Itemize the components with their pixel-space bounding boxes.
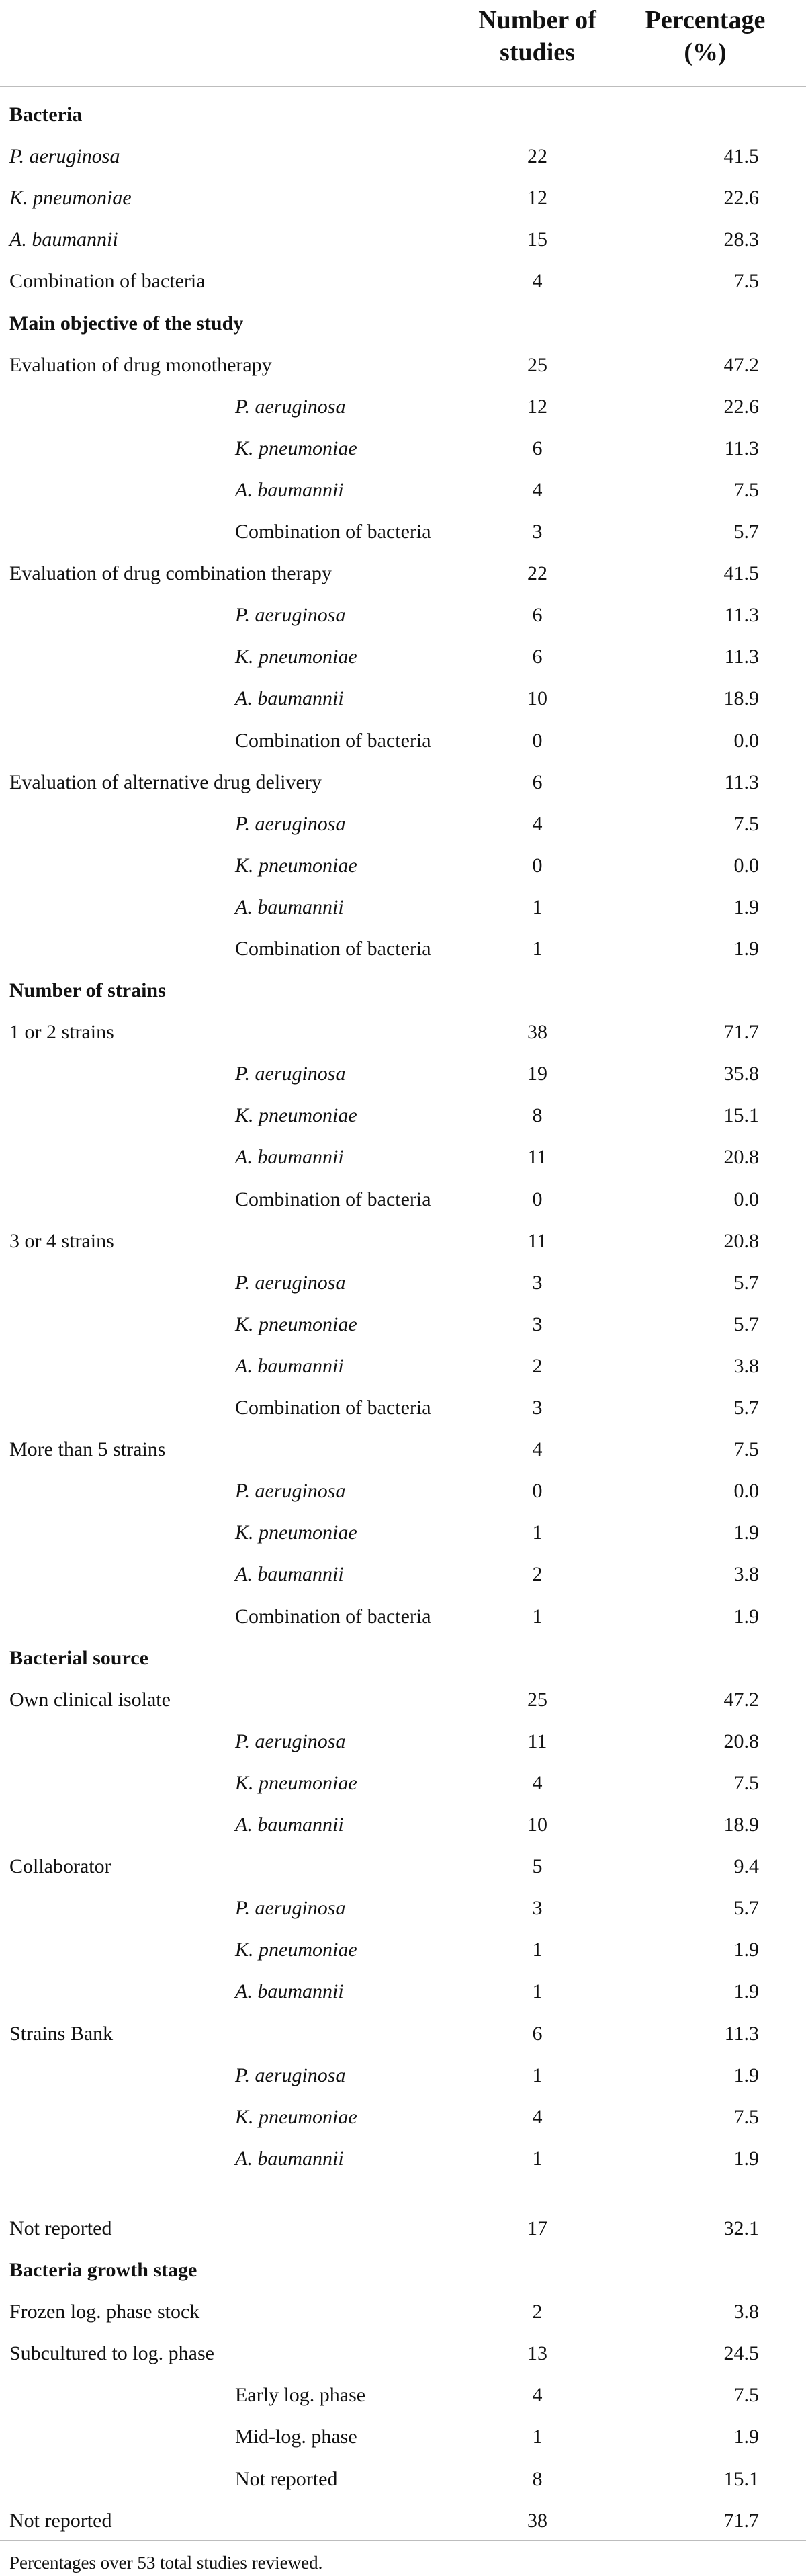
table-header [0,0,806,84]
row-label: Collaborator [9,1855,111,1877]
study-count: 4 [532,1438,543,1460]
percentage-value: 7.5 [733,2384,759,2406]
percentage-value: 18.9 [723,687,759,709]
row-label: A. baumannii [235,687,344,709]
percentage-value: 3.8 [733,1355,759,1377]
percentage-value: 7.5 [733,1772,759,1794]
study-count: 2 [532,2301,543,2323]
study-count: 1 [532,1980,543,2002]
row-label: K. pneumoniae [235,854,357,877]
table-row [0,2377,806,2419]
table-row [0,138,806,180]
section-header-row [0,306,806,347]
percentage-value: 71.7 [723,1021,759,1043]
table-row [0,1682,806,1724]
row-label: A. baumannii [235,1355,344,1377]
table-row [0,723,806,764]
percentage-value: 35.8 [723,1063,759,1085]
percentage-value: 1.9 [733,2147,759,2170]
table-row [0,1348,806,1390]
study-count: 12 [527,187,547,209]
table-row [0,2294,806,2336]
table-row [0,2016,806,2057]
percentage-value: 1.9 [733,938,759,960]
section-label: Bacterial source [9,1647,148,1669]
row-label: Early log. phase [235,2384,366,2406]
table-row [0,1473,806,1515]
table-row [0,639,806,680]
row-label: Not reported [9,2217,112,2239]
percentage-value: 0.0 [733,1480,759,1502]
row-label: Own clinical isolate [9,1689,171,1711]
study-count: 3 [532,521,543,543]
study-count: 11 [527,1146,547,1168]
study-count: 1 [532,2426,543,2448]
table-row [0,263,806,305]
table-row [0,2336,806,2377]
percentage-value: 11.3 [724,437,759,459]
study-count: 8 [532,1104,543,1126]
row-label: Combination of bacteria [235,938,431,960]
section-label: Number of strains [9,979,166,1002]
row-label: Subcultured to log. phase [9,2342,214,2364]
study-count: 38 [527,2510,547,2532]
percentage-value: 47.2 [723,354,759,376]
row-label: A. baumannii [235,2147,344,2170]
percentage-value: 41.5 [723,145,759,167]
section-header-row [0,2252,806,2294]
row-label: K. pneumoniae [235,1772,357,1794]
study-count: 1 [532,938,543,960]
section-label: Bacteria [9,103,83,126]
row-label: A. baumannii [235,1980,344,2002]
study-count: 11 [527,1730,547,1752]
study-count: 5 [532,1855,543,1877]
table-row [0,680,806,722]
row-label: K. pneumoniae [9,187,132,209]
percentage-value: 5.7 [733,1396,759,1419]
percentage-value: 3.8 [733,1563,759,1585]
table-row [0,2099,806,2141]
percentage-value: 20.8 [723,1146,759,1168]
section-header-row [0,973,806,1014]
bottom-rule [0,2540,806,2541]
percentage-value: 71.7 [723,2510,759,2532]
table-row [0,1890,806,1932]
table-row [0,1014,806,1056]
row-label: Combination of bacteria [9,270,206,292]
row-label: 1 or 2 strains [9,1021,114,1043]
section-header-row [0,1640,806,1682]
row-label: K. pneumoniae [235,1313,357,1335]
table-row [0,1599,806,1640]
percentage-value: 0.0 [733,854,759,877]
percentage-value: 1.9 [733,1605,759,1628]
table-row [0,2461,806,2503]
row-label: P. aeruginosa [235,2064,346,2086]
row-label: A. baumannii [235,1146,344,1168]
table-row [0,1265,806,1306]
table-row [0,764,806,806]
table-row [0,2057,806,2099]
study-count: 6 [532,437,543,459]
percentage-value: 24.5 [723,2342,759,2364]
study-count: 6 [532,646,543,668]
study-count: 8 [532,2468,543,2490]
study-count: 1 [532,896,543,918]
table-row [0,931,806,973]
percentage-value: 20.8 [723,1730,759,1752]
percentage-value: 11.3 [724,2023,759,2045]
study-count: 15 [527,228,547,251]
row-label: K. pneumoniae [235,2106,357,2128]
table-row [0,431,806,472]
percentage-value: 1.9 [733,1939,759,1961]
percentage-value: 0.0 [733,729,759,752]
table-row [0,597,806,639]
study-count: 2 [532,1355,543,1377]
table-row [0,2141,806,2182]
study-count: 1 [532,2147,543,2170]
study-count: 6 [532,2023,543,2045]
study-count: 3 [532,1313,543,1335]
percentage-value: 22.6 [723,396,759,418]
row-label: More than 5 strains [9,1438,166,1460]
row-label: Combination of bacteria [235,521,431,543]
row-label: P. aeruginosa [235,604,346,626]
study-count: 4 [532,2384,543,2406]
study-count: 19 [527,1063,547,1085]
table-row [0,848,806,889]
study-count: 4 [532,479,543,501]
percentage-value: 5.7 [733,1272,759,1294]
percentage-value: 28.3 [723,228,759,251]
study-count: 13 [527,2342,547,2364]
header-percentage: Percentage (%) [645,6,766,66]
study-count: 17 [527,2217,547,2239]
row-label: K. pneumoniae [235,1521,357,1544]
table-row [0,1807,806,1849]
table-row [0,1932,806,1973]
row-label: Combination of bacteria [235,1396,431,1419]
percentage-value: 18.9 [723,1814,759,1836]
percentage-value: 3.8 [733,2301,759,2323]
table-row [0,1515,806,1556]
table-row [0,180,806,222]
study-count: 3 [532,1897,543,1919]
percentage-value: 15.1 [723,1104,759,1126]
study-count: 12 [527,396,547,418]
row-label: Not reported [9,2510,112,2532]
row-label: P. aeruginosa [235,813,346,835]
percentage-value: 32.1 [723,2217,759,2239]
table-row [0,514,806,556]
row-label: P. aeruginosa [235,1480,346,1502]
section-label: Bacteria growth stage [9,2259,197,2281]
percentage-value: 11.3 [724,604,759,626]
row-label: K. pneumoniae [235,1104,357,1126]
percentage-value: 0.0 [733,1188,759,1210]
study-count: 0 [532,1188,543,1210]
table-row [0,556,806,597]
study-count: 10 [527,1814,547,1836]
study-count: 2 [532,1563,543,1585]
study-count: 25 [527,1689,547,1711]
row-label: Combination of bacteria [235,1188,431,1210]
table-row [0,889,806,931]
percentage-value: 11.3 [724,646,759,668]
header-number-of-studies: Number of studies [478,6,596,66]
row-label: A. baumannii [235,479,344,501]
study-count: 6 [532,771,543,793]
row-label: P. aeruginosa [235,1063,346,1085]
row-label: P. aeruginosa [235,396,346,418]
percentage-value: 1.9 [733,2426,759,2448]
table-row [0,1849,806,1890]
percentage-value: 11.3 [724,771,759,793]
percentage-value: 22.6 [723,187,759,209]
study-count: 1 [532,1939,543,1961]
study-count: 1 [532,1521,543,1544]
percentage-value: 1.9 [733,896,759,918]
percentage-value: 9.4 [733,1855,759,1877]
row-label: P. aeruginosa [9,145,120,167]
percentage-value: 5.7 [733,1897,759,1919]
table-row [0,1223,806,1265]
section-label: Main objective of the study [9,312,244,335]
percentage-value: 41.5 [723,562,759,584]
percentage-value: 5.7 [733,1313,759,1335]
percentage-value: 1.9 [733,1980,759,2002]
table-row [0,1139,806,1181]
section-header-row [0,97,806,138]
table-row [0,1182,806,1223]
percentage-value: 7.5 [733,479,759,501]
row-label: A. baumannii [235,1814,344,1836]
row-label: A. baumannii [235,896,344,918]
table-row [0,389,806,431]
study-count: 38 [527,1021,547,1043]
row-label: Evaluation of drug monotherapy [9,354,272,376]
row-label: Evaluation of alternative drug delivery [9,771,322,793]
study-count: 4 [532,813,543,835]
table-row [0,347,806,389]
table-row [0,1973,806,2015]
study-count: 0 [532,854,543,877]
table-row [0,222,806,263]
row-label: Combination of bacteria [235,729,431,752]
study-count: 4 [532,270,543,292]
table-row [0,806,806,848]
percentage-value: 1.9 [733,2064,759,2086]
study-count: 22 [527,145,547,167]
percentage-value: 20.8 [723,1230,759,1252]
table-row [0,1765,806,1807]
study-count: 1 [532,1605,543,1628]
row-label: Mid-log. phase [235,2426,357,2448]
study-count: 25 [527,354,547,376]
study-count: 1 [532,2064,543,2086]
table-row [0,472,806,514]
row-label: Not reported [235,2468,338,2490]
header-rule [0,86,806,87]
study-count: 11 [527,1230,547,1252]
study-count: 4 [532,2106,543,2128]
percentage-value: 47.2 [723,1689,759,1711]
row-label: P. aeruginosa [235,1730,346,1752]
study-count: 3 [532,1396,543,1419]
percentage-value: 15.1 [723,2468,759,2490]
table-row [0,1724,806,1765]
row-label: K. pneumoniae [235,646,357,668]
row-label: Combination of bacteria [235,1605,431,1628]
row-label: A. baumannii [235,1563,344,1585]
table-row [0,2503,806,2544]
study-count: 22 [527,562,547,584]
study-count: 0 [532,1480,543,1502]
percentage-value: 7.5 [733,2106,759,2128]
table-footnote: Percentages over 53 total studies reviewed. [9,2552,323,2573]
study-count: 6 [532,604,543,626]
row-label: A. baumannii [9,228,118,251]
study-count: 10 [527,687,547,709]
table-row [0,1390,806,1431]
table-row [0,2211,806,2252]
percentage-value: 5.7 [733,521,759,543]
study-count: 3 [532,1272,543,1294]
table-row [0,1556,806,1598]
row-label: Strains Bank [9,2023,114,2045]
table-row [0,1431,806,1473]
percentage-value: 7.5 [733,813,759,835]
row-label: K. pneumoniae [235,437,357,459]
study-count: 4 [532,1772,543,1794]
percentage-value: 7.5 [733,1438,759,1460]
table-row [0,1056,806,1098]
percentage-value: 7.5 [733,270,759,292]
percentage-value: 1.9 [733,1521,759,1544]
row-label: P. aeruginosa [235,1897,346,1919]
table-row [0,2419,806,2460]
row-label: P. aeruginosa [235,1272,346,1294]
row-label: Evaluation of drug combination therapy [9,562,332,584]
table-row [0,1306,806,1348]
row-label: 3 or 4 strains [9,1230,114,1252]
study-count: 0 [532,729,543,752]
row-label: Frozen log. phase stock [9,2301,200,2323]
table-row [0,1098,806,1139]
row-label: K. pneumoniae [235,1939,357,1961]
